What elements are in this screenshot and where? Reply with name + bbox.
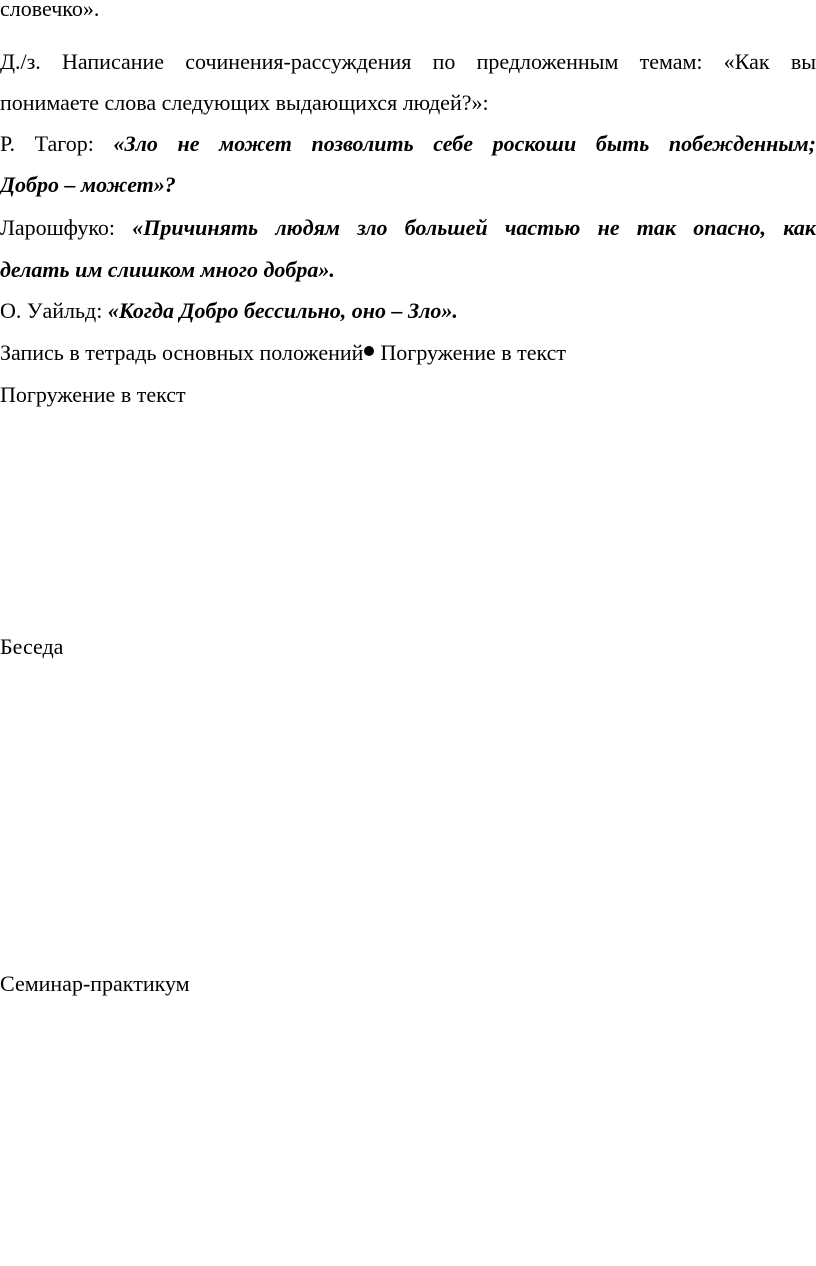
quote-larochefoucauld-text-2: делать им слишком много добра». <box>0 257 335 282</box>
quote-larochefoucauld-line-1 <box>0 214 816 242</box>
seminar-heading: Семинар-практикум <box>0 971 190 996</box>
quote-wilde-text: «Когда Добро бессильно, оно – Зло». <box>107 298 458 323</box>
text-line-fragment <box>0 0 816 23</box>
conversation-heading: Беседа <box>0 634 64 659</box>
notes-immersion-inline: Погружение в текст <box>380 340 567 365</box>
quote-tagore-text-2: Добро – может»? <box>0 172 176 197</box>
notes-immersion-line: Погружение в текст <box>0 382 186 407</box>
text-fragment: словечко». <box>0 0 100 21</box>
quote-tagore-text-1: «Зло не может позволить себе роскоши быть побежденным; <box>113 131 816 156</box>
notes-record-line <box>0 339 816 367</box>
quote-wilde-line <box>0 297 816 325</box>
homework-line-1: Д./з. Написание сочинения-рассуждения по предложенным темам: «Как вы <box>0 49 816 74</box>
quote-larochefoucauld-author: Ларошфуко: <box>0 215 116 240</box>
quote-larochefoucauld-text-1: «Причинять людям зло большей частью не так опасно, как <box>132 215 816 240</box>
quote-tagore-line-1 <box>0 130 816 158</box>
quote-tagore-author: Р. Тагор: <box>0 131 94 156</box>
quote-wilde-author: О. Уайльд: <box>0 298 103 323</box>
homework-line-2: понимаете слова следующих выдающихся людей?»: <box>0 90 489 115</box>
bullet-icon <box>364 346 374 356</box>
notes-record-text: Запись в тетрадь основных положений <box>0 340 364 365</box>
